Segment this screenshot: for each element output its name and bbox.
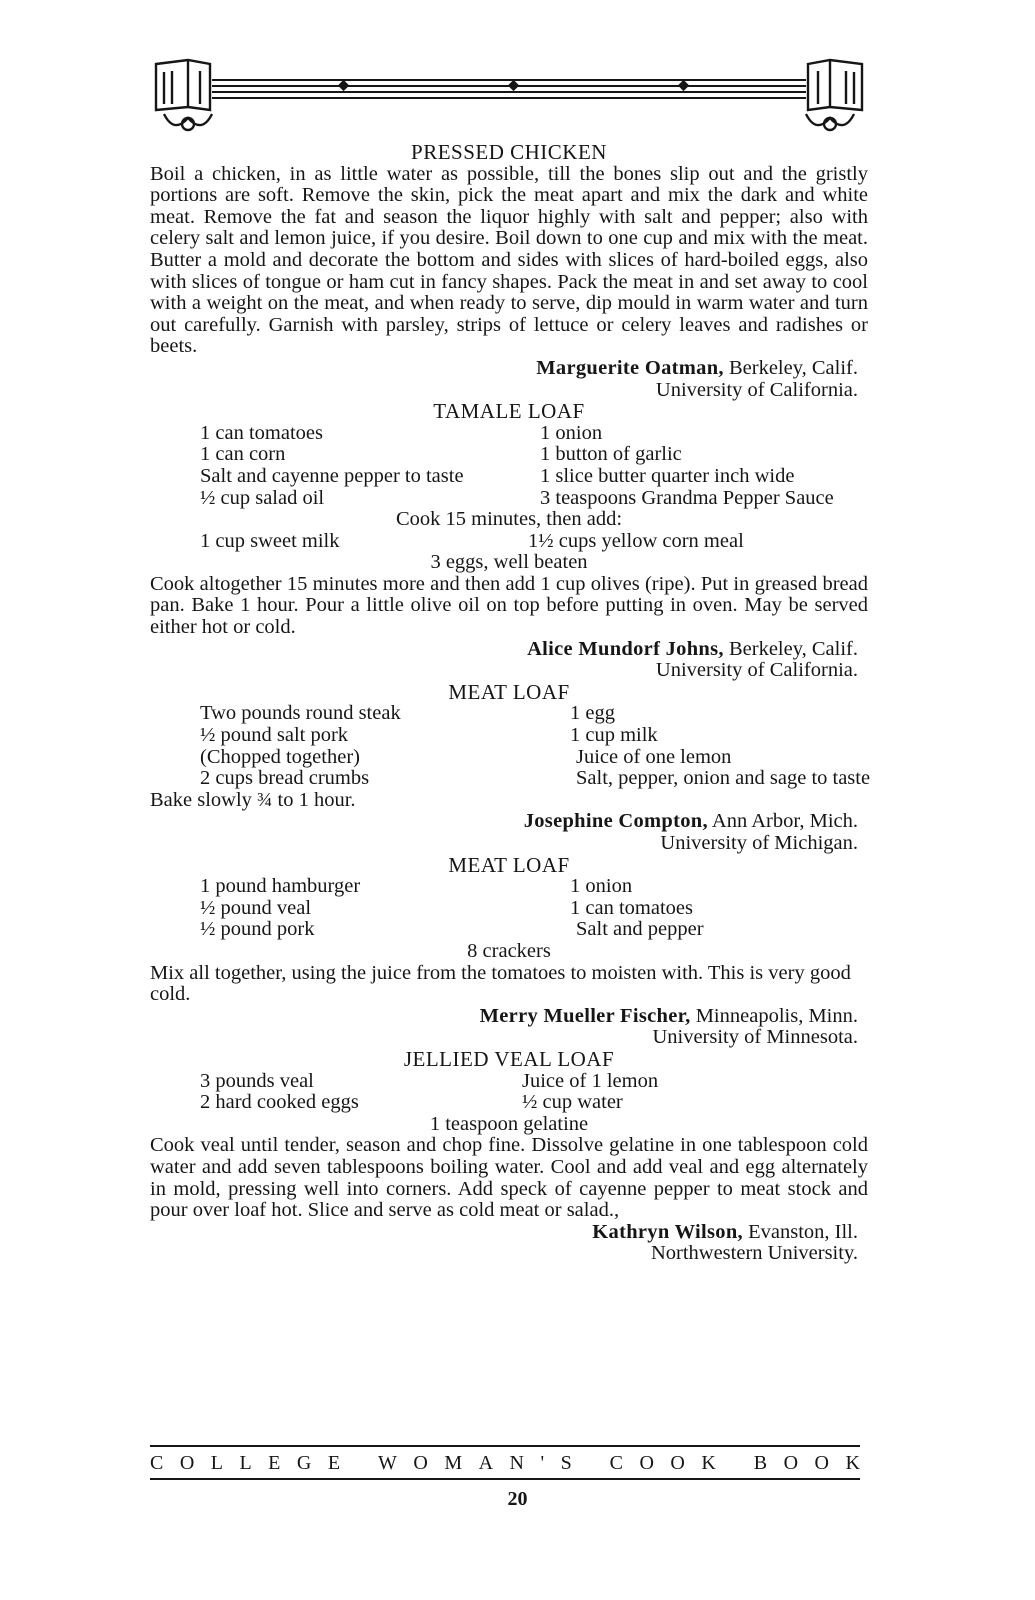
ingredient-columns [150,1071,868,1114]
ingredient: Salt and pepper [576,918,704,941]
ingredient: (Chopped together) [200,745,360,768]
recipe-title: MEAT LOAF [448,679,570,704]
recipe-instructions: Cook veal until tender, season and chop fine. Dissolve gelatine in one tablespoon cold water and add seven tablespoons boiling water. Cool and add veal and egg alternately in mold, pressing well into corners. Add speck of cayenne pepper to meat stock and pour over loaf hot. Slice and serve as cold meat or salad., [150,1134,868,1222]
recipe-title: TAMALE LOAF [433,399,585,424]
ingredient: ½ cup salad oil [200,486,325,509]
recipe-attribution [150,811,868,833]
ingredient: Juice of one lemon [576,745,732,768]
ingredient: 1 button of garlic [540,443,682,466]
ingredient: 1 onion [540,421,603,444]
author-place: Evanston, Ill. [742,1220,858,1243]
intermediate-step: Cook 15 minutes, then add: [395,508,623,531]
ingredient: 1 pound hamburger [200,875,361,898]
author-name: Josephine Compton, [523,810,708,833]
recipe-title: JELLIED VEAL LOAF [403,1046,615,1071]
footer-rules [150,1445,860,1447]
author-name: Kathryn Wilson, [592,1220,743,1243]
recipe-attribution [150,1006,868,1028]
ingredient: ½ pound veal [200,896,312,919]
recipe-pressed-chicken [150,142,868,401]
ingredient: ½ cup water [522,1091,623,1114]
ingredient: Salt and cayenne pepper to taste [200,464,464,487]
recipe-instructions: Cook altogether 15 minutes more and then add 1 cup olives (ripe). Put in greased bread pan. Bake 1 hour. Pour a little olive oil on top before putting in oven. May be served either hot or cold. [150,572,868,639]
page-number: 20 [507,1488,528,1510]
footer-rule-bottom-wrap [150,1478,860,1480]
ingredient: 1 cup sweet milk [200,529,340,552]
ingredient: ½ pound pork [200,918,315,941]
recipe-attribution [150,1222,868,1244]
recipe-instructions: Bake slowly ¾ to 1 hour. [150,788,356,811]
author-institution: University of Minnesota. [652,1026,858,1049]
recipe-meat-loaf-1 [150,679,871,855]
author-name: Merry Mueller Fischer, [479,1004,691,1027]
ingredient: ½ pound salt pork [200,724,349,747]
ingredient-columns [150,876,868,941]
recipe-attribution [150,358,868,380]
ingredient-columns [150,423,868,509]
ingredient-columns [150,702,871,790]
ingredient: 3 pounds veal [200,1069,314,1092]
recipe-tamale-loaf [150,401,868,682]
recipe-jellied-veal-loaf [150,1046,868,1265]
ingredient: Juice of 1 lemon [522,1069,659,1092]
ingredient: 1 can corn [200,443,286,466]
author-place: Ann Arbor, Mich. [707,810,858,833]
recipe-title: PRESSED CHICKEN [411,140,607,164]
author-institution: University of California. [655,659,858,682]
ingredient: 1 can tomatoes [200,421,323,444]
page-content [150,140,871,1265]
author-name: Marguerite Oatman, [536,356,724,379]
ingredient: 3 teaspoons Grandma Pepper Sauce [540,486,834,509]
author-institution: University of California. [655,378,858,401]
author-place: Berkeley, Calif. [723,356,858,379]
recipe-meat-loaf-2 [150,852,868,1049]
author-institution: Northwestern University. [650,1242,858,1265]
header-ornament [150,58,868,138]
ingredient: 8 crackers [467,939,551,962]
ingredient: 1 teaspoon gelatine [429,1112,589,1135]
footer-book-title: C O L L E G E W O M A N ' S C O O K B O O K [150,1452,860,1474]
recipe-instructions: Mix all together, using the juice from the tomatoes to moisten with. This is very good cold. [150,961,851,1006]
author-place: Berkeley, Calif. [723,637,858,660]
author-institution: University of Michigan. [660,832,858,854]
footer-rule-bottom [150,1478,860,1480]
ingredient: 2 hard cooked eggs [200,1091,359,1114]
ingredient: 1 can tomatoes [570,896,693,919]
footer-rule-top [150,1445,860,1447]
ingredient: 2 cups bread crumbs [200,767,370,790]
ingredient: 1 onion [570,875,633,898]
ingredient: 1 cup milk [570,724,658,747]
ingredient: Two pounds round steak [200,702,401,725]
ingredient: 3 eggs, well beaten [430,551,588,574]
recipe-instructions: Boil a chicken, in as little water as possible, till the bones slip out and the gristly portions are soft. Remove the skin, pick the meat apart and mix the dark and white meat. Remove the fat and season the liquor highly with salt and pepper; also with celery salt and lemon juice, if you desire. Boil down to one cup and mix with the meat. Butter a mold and decorate the bottom and sides with slices of hard-boiled eggs, also with slices of tongue or ham cut in fancy shapes. Pack the meat in and set away to cool with a weight on the meat, and when ready to serve, dip mould in warm water and turn out carefully. Garnish with parsley, strips of lettuce or celery leaves and radishes or beets. [150,162,868,358]
recipe-title: MEAT LOAF [448,852,570,877]
ingredient: 1 egg [570,702,615,725]
recipe-attribution [150,639,868,661]
ingredient: 1½ cups yellow corn meal [528,529,744,552]
author-place: Minneapolis, Minn. [690,1004,858,1027]
ingredient: 1 slice butter quarter inch wide [540,464,795,487]
ingredient: Salt, pepper, onion and sage to taste [576,767,871,790]
author-name: Alice Mundorf Johns, [527,637,724,660]
ingredient-columns [150,531,868,553]
